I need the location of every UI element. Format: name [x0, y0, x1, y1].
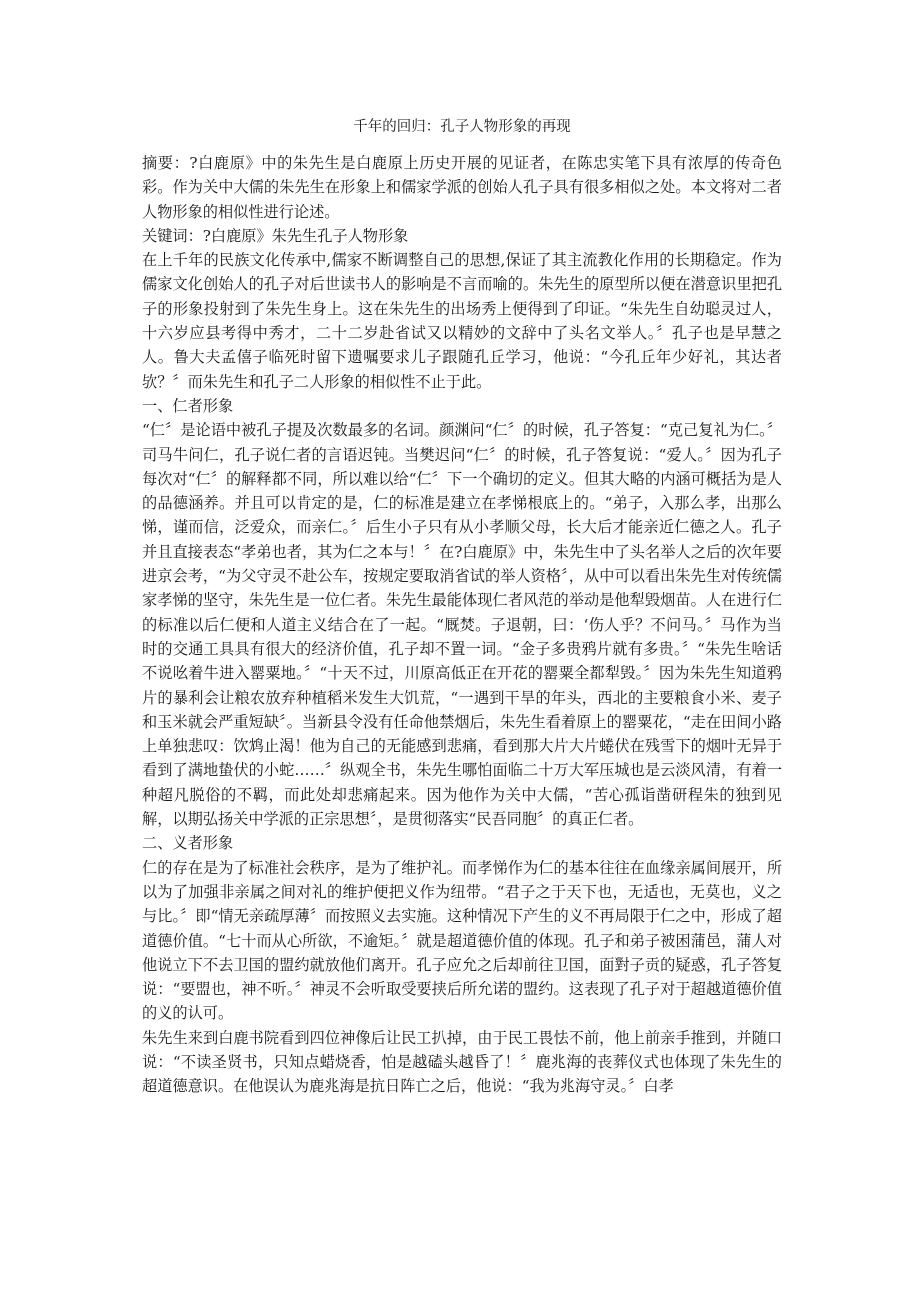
keywords-line: 关键词：?白鹿原》朱先生孔子人物形象 — [142, 226, 409, 245]
ren-paragraph: “仁〞是论语中被孔子提及次数最多的名词。颜渊问“仁〞的时候，孔子答复：“克己复礼为仁。〞司马牛问仁，孔子说仁者的言语迟钝。当樊迟问“仁〞的时候，孔子答复说：“爱人。〞因为孔子每次对“仁〞的解释都不同，所以难以给“仁〞下一个确切的定义。但其大略的内涵可概括为是人的品德涵养。并且可以肯定的是，仁的标准是建立在孝悌根底上的。“弟子，入那么孝，出那么悌，谨而信，泛爱众，而亲仁。〞后生小子只有从小孝顺父母，长大后才能亲近仁德之人。孔子并且直接表态“孝弟也者，其为仁之本与！〞在?白鹿原》中，朱先生中了头名举人之后的次年要进京会考，“为父守灵不赴公车，按规定要取消省试的举人资格〞，从中可以看出朱先生对传统儒家孝悌的坚守，朱先生是一位仁者。朱先生最能体现仁者风范的举动是他犁毁烟苗。人在进行仁的标准以后仁便和人道主义结合在了一起。“厩焚。子退朝，曰：‘伤人乎？不问马。〞马作为当时的交通工具具有很大的经济价值，孔子却不置一词。“金子多贵鸦片就有多贵。〞“朱先生啥话不说吆着牛进入罂粟地。〞“十天不过，川原高低正在开花的罂粟全都犁毁。〞因为朱先生知道鸦片的暴利会让粮农放弃种植稻米发生大饥荒，“一遇到干旱的年头，西北的主要粮食小米、麦子和玉米就会严重短缺〞。当新县令没有任命他禁烟后，朱先生看着原上的罂粟花，“走在田间小路上单独悲叹：饮鸩止渴！他为自己的无能感到悲痛，看到那大片大片蜷伏在残雪下的烟叶无异于看到了满地蛰伏的小蛇……〞纵观全书，朱先生哪怕面临二十万大军压城也是云淡风清，有着一种超凡脱俗的不羁，而此处却悲痛起来。因为他作为关中大儒，“苦心孤诣凿研程朱的独到见解，以期弘扬关中学派的正宗思想〞，是贯彻落实“民吾同胞〞的真正仁者。 — [142, 421, 782, 829]
abstract-paragraph: 摘要：?白鹿原》中的朱先生是白鹿原上历史开展的见证者，在陈忠实笔下具有浓厚的传奇色彩。作为关中大儒的朱先生在形象上和儒家学派的创始人孔子具有很多相似之处。本文将对二者人物形象的相似性进行论述。 — [142, 154, 782, 221]
document-body — [142, 151, 782, 1099]
intro-paragraph: 在上千年的民族文化传承中,儒家不断调整自己的思想,保证了其主流教化作用的长期稳定。作为儒家文化创始人的孔子对后世读书人的影响是不言而喻的。朱先生的原型所以便在潜意识里把孔子的形象投射到了朱先生身上。这在朱先生的出场秀上便得到了印证。“朱先生自幼聪灵过人，十六岁应县考得中秀才，二十二岁赴省试又以精妙的文辞中了头名文举人。〞孔子也是早慧之人。鲁大夫孟僖子临死时留下遗嘱要求儿子跟随孔丘学习，他说：“今孔丘年少好礼，其达者欤？〞而朱先生和孔子二人形象的相似性不止于此。 — [142, 251, 782, 391]
section-heading-ren: 一、仁者形象 — [142, 396, 234, 415]
document-title: 千年的回归：孔子人物形象的再现 — [353, 119, 571, 135]
yi-paragraph-2: 朱先生来到白鹿书院看到四位神像后让民工扒掉，由于民工畏怯不前，他上前亲手推到，并随口说：“不读圣贤书，只知点蜡烧香，怕是越磕头越昏了！〞鹿兆海的丧葬仪式也体现了朱先生的超道德意识。在他误认为鹿兆海是抗日阵亡之后，他说：“我为兆海守灵。〞白孝 — [142, 1028, 782, 1096]
yi-paragraph: 仁的存在是为了标准社会秩序，是为了维护礼。而孝悌作为仁的基本往往在血缘亲属间展开，所以为了加强非亲属之间对礼的维护便把义作为纽带。“君子之于天下也，无适也，无莫也，义之与比。〞即“情无亲疏厚薄〞而按照义去实施。这种情况下产生的义不再局限于仁之中，形成了超道德价值。“七十而从心所欲，不逾矩。〞就是超道德价值的体现。孔子和弟子被困蒲邑，蒲人对他说立下不去卫国的盟约就放他们离开。孔子应允之后却前往卫国，面對子贡的疑惑，孔子答复说：“要盟也，神不听。〞神灵不会听取受要挟后所允诺的盟约。这表现了孔子对于超越道德价值的义的认可。 — [142, 858, 782, 1023]
section-heading-yi: 二、义者形象 — [142, 834, 234, 853]
